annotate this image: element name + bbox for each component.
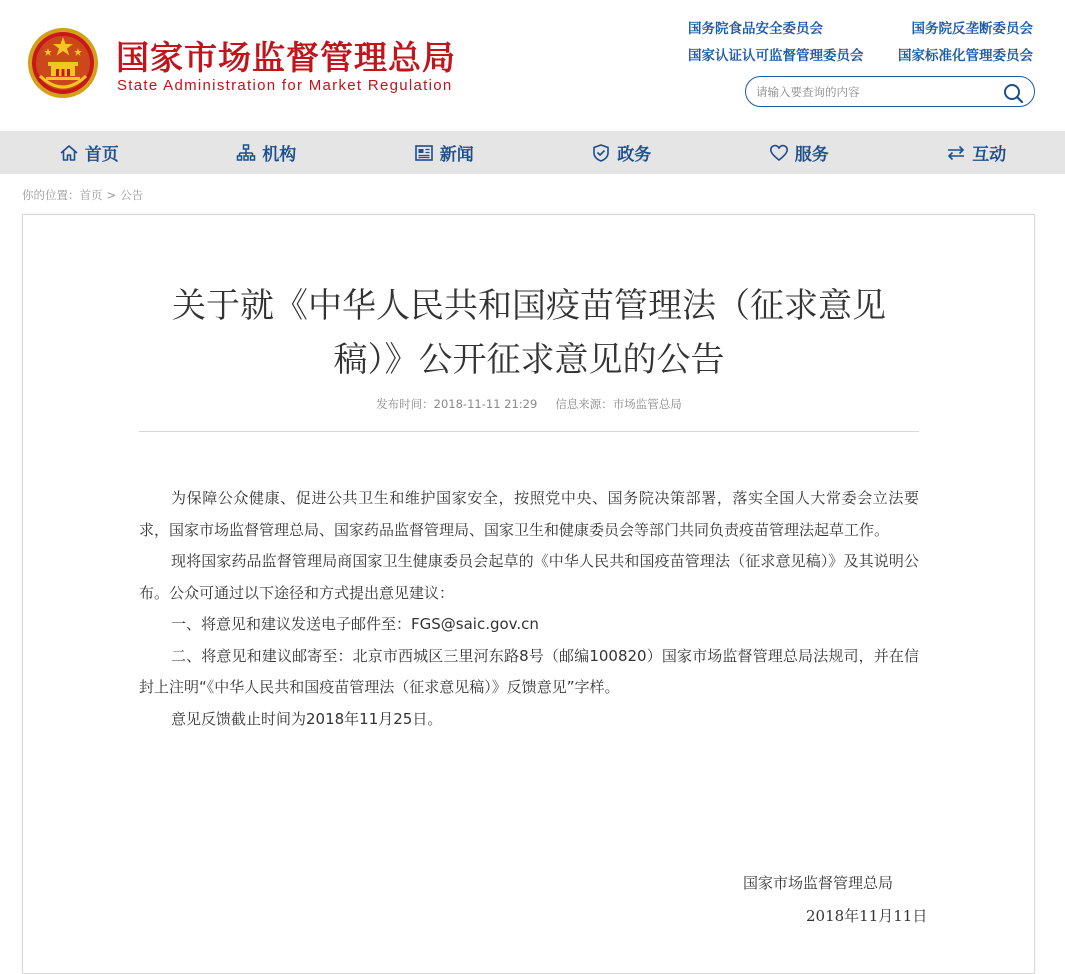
main-nav: [0, 131, 1065, 174]
breadcrumb-current[interactable]: 公告: [120, 187, 143, 203]
nav-news[interactable]: [355, 131, 533, 174]
breadcrumb: [0, 174, 1065, 216]
nav-government-affairs[interactable]: [533, 131, 711, 174]
search-icon[interactable]: [1002, 82, 1024, 104]
paragraph: 二、将意见和建议邮寄至：北京市西城区三里河东路8号（邮编100820）国家市场监督管理总局法规司，并在信封上注明“《中华人民共和国疫苗管理法（征求意见稿）》反馈意见”字样。: [139, 641, 919, 704]
source-label: 信息来源：: [555, 397, 613, 411]
link-antimonopoly-committee[interactable]: 国务院反垄断委员会: [912, 17, 1034, 37]
signature-org: 国家市场监督管理总局: [743, 872, 893, 893]
nav-home[interactable]: [0, 131, 178, 174]
paragraph: 为保障公众健康、促进公共卫生和维护国家安全，按照党中央、国务院决策部署，落实全国人大常委会立法要求，国家市场监督管理总局、国家药品监督管理局、国家卫生和健康委员会等部门共同负责疫苗管理法起草工作。: [139, 483, 919, 546]
exchange-arrows-icon: [946, 143, 966, 163]
home-icon: [59, 143, 79, 163]
nav-services[interactable]: [710, 131, 888, 174]
heart-icon: [769, 143, 789, 163]
title-divider: [139, 431, 919, 432]
article-title: 关于就《中华人民共和国疫苗管理法（征求意见稿）》公开征求意见的公告: [139, 279, 919, 387]
link-certification-committee[interactable]: 国家认证认可监督管理委员会: [688, 44, 864, 64]
national-emblem-icon[interactable]: [26, 26, 100, 100]
paragraph: 现将国家药品监督管理局商国家卫生健康委员会起草的《中华人民共和国疫苗管理法（征求意见稿）》及其说明公布。公众可通过以下途径和方式提出意见建议：: [139, 546, 919, 609]
breadcrumb-prefix: 你的位置：: [22, 187, 80, 203]
partner-links: [688, 13, 1033, 67]
paragraph: 一、将意见和建议发送电子邮件至：FGS@saic.gov.cn: [139, 609, 919, 641]
article-body: [139, 483, 919, 735]
nav-government-affairs-label: 政务: [617, 140, 651, 165]
site-title-cn[interactable]: 国家市场监督管理总局: [116, 32, 456, 79]
article-meta: [139, 396, 919, 412]
published-label: 发布时间：: [376, 397, 434, 411]
signature-date: 2018年11月11日: [806, 905, 927, 926]
nav-organization-label: 机构: [262, 140, 296, 165]
article-panel: [22, 214, 1035, 974]
nav-services-label: 服务: [795, 140, 829, 165]
breadcrumb-home[interactable]: 首页: [80, 187, 103, 203]
breadcrumb-separator: >: [107, 188, 117, 202]
site-header: [0, 0, 1065, 131]
search-input[interactable]: [756, 82, 996, 102]
nav-news-label: 新闻: [440, 140, 474, 165]
nav-organization[interactable]: [178, 131, 356, 174]
shield-icon: [591, 143, 611, 163]
nav-home-label: 首页: [85, 140, 119, 165]
nav-interaction-label: 互动: [972, 140, 1006, 165]
paragraph: 意见反馈截止时间为2018年11月25日。: [139, 704, 919, 736]
published-value: 2018-11-11 21:29: [434, 397, 538, 411]
link-food-safety-committee[interactable]: 国务院食品安全委员会: [688, 17, 823, 37]
org-chart-icon: [236, 143, 256, 163]
nav-interaction[interactable]: [888, 131, 1065, 174]
source-value: 市场监管总局: [613, 397, 682, 411]
site-title-en[interactable]: State Administration for Market Regulation: [117, 77, 453, 94]
search-box: [745, 76, 1035, 107]
newspaper-icon: [414, 143, 434, 163]
link-standardization-committee[interactable]: 国家标准化管理委员会: [898, 44, 1033, 64]
